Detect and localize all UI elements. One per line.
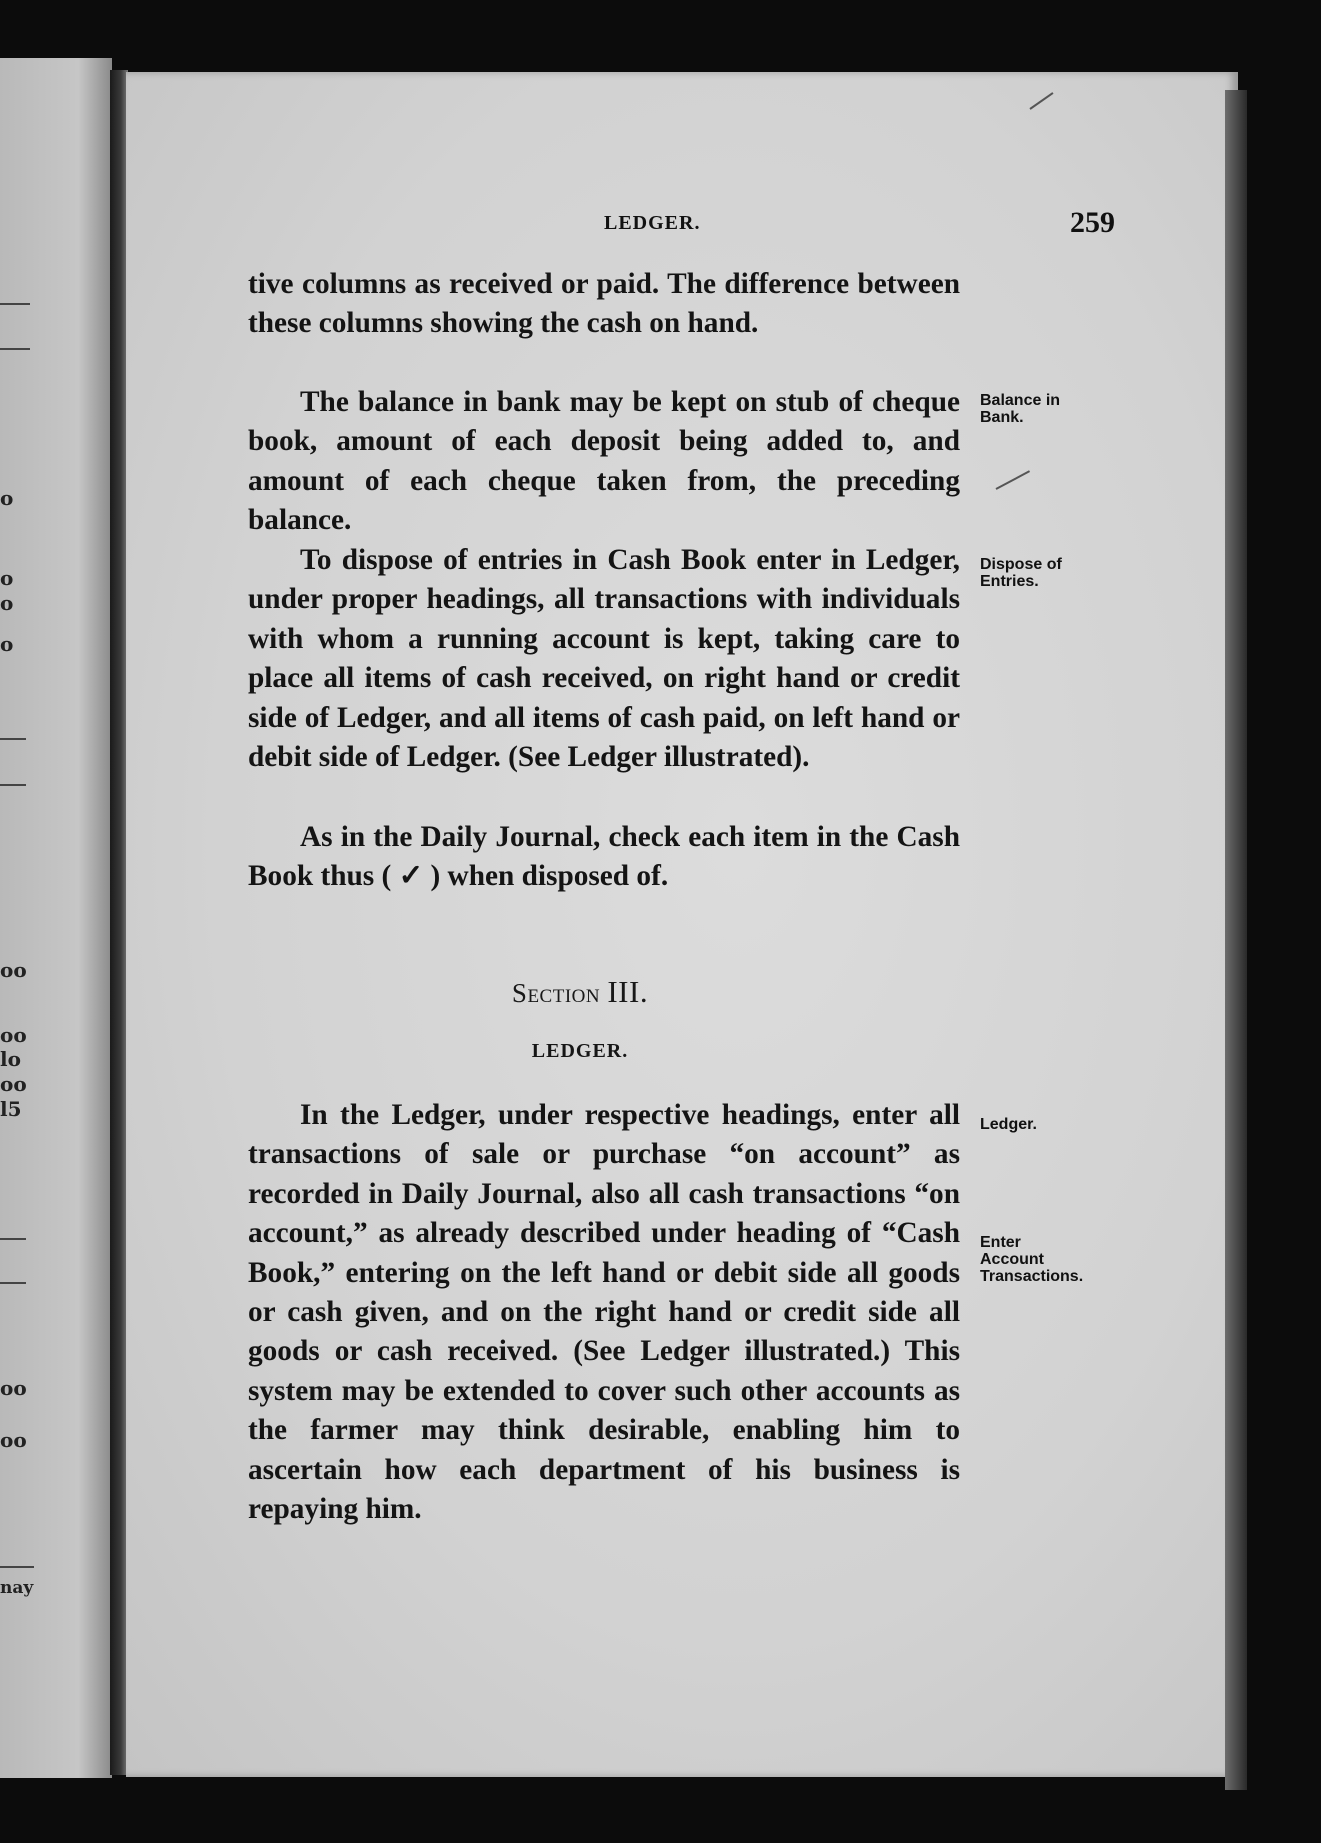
- prev-page-rule: [0, 348, 30, 350]
- section-subtitle: LEDGER.: [531, 1040, 629, 1062]
- paragraph-ledger: In the Ledger, under respective headings, enter all transactions of sale or purchase “on account” as recorded in Daily Journal, also all cash transactions “on account,” as already described under heading of “Cash Book,” entering on the left hand or debit side all goods or cash given, and on the right hand or credit side all goods or cash received. (See Ledger illustrated.) This system may be extended to cover such other accounts as the farmer may think desirable, enabling him to ascertain how each department of his business is repaying him.: [248, 1099, 960, 1526]
- prev-page-fragment: oo: [0, 1428, 27, 1452]
- prev-page-fragment: l5: [0, 1097, 22, 1121]
- margin-note-enter-account-transactions: Enter Account Transactions.: [980, 1234, 1084, 1285]
- prev-page-fragment: nay: [0, 1578, 34, 1598]
- prev-page-fragment: lo: [0, 1047, 21, 1071]
- prev-page-fragment: o: [0, 566, 14, 590]
- prev-page-rule: [0, 1566, 34, 1568]
- section-numeral: III.: [607, 974, 649, 1009]
- margin-note-ledger: Ledger.: [980, 1116, 1037, 1133]
- prev-page-fragment: oo: [0, 958, 27, 982]
- prev-page-fragment: o: [0, 591, 14, 615]
- prev-page-rule: [0, 738, 26, 740]
- paragraph-daily-journal: As in the Daily Journal, check each item in the Cash Book thus ( ✓ ) when disposed of.: [248, 821, 960, 893]
- section-label: Section: [511, 978, 601, 1008]
- margin-note-dispose-of-entries: Dispose of Entries.: [980, 556, 1062, 590]
- prev-page-rule: [0, 1282, 26, 1284]
- prev-page-fragment: oo: [0, 1072, 27, 1096]
- prev-page-rule: [0, 784, 26, 786]
- paragraph-balance-in-bank: The balance in bank may be kept on stub of cheque book, amount of each deposit being added to, and amount of each cheque taken from, the preceding balance.: [248, 386, 960, 537]
- prev-page-fragment: o: [0, 632, 14, 656]
- section-heading: [0, 974, 1160, 1010]
- prev-page-fragment: oo: [0, 1023, 27, 1047]
- margin-note-balance-in-bank: Balance in Bank.: [980, 392, 1061, 426]
- page-number: 259: [1070, 206, 1115, 239]
- page-right-edge: [1225, 90, 1247, 1790]
- prev-page-rule: [0, 303, 30, 305]
- previous-page-edge: [0, 58, 112, 1778]
- paragraph-dispose-entries: To dispose of entries in Cash Book enter in Ledger, under proper headings, all transactions with individuals with whom a running account is kept, taking care to place all items of cash received, on right hand or credit side of Ledger, and all items of cash paid, on left hand or debit side of Ledger. (See Ledger illustrated).: [248, 544, 960, 774]
- prev-page-rule: [0, 1238, 26, 1240]
- running-head-title: LEDGER.: [604, 212, 701, 234]
- prev-page-fragment: oo: [0, 1376, 27, 1400]
- prev-page-fragment: o: [0, 486, 14, 510]
- paragraph-cash-columns: tive columns as received or paid. The difference between these columns showing the cash on hand.: [248, 268, 960, 340]
